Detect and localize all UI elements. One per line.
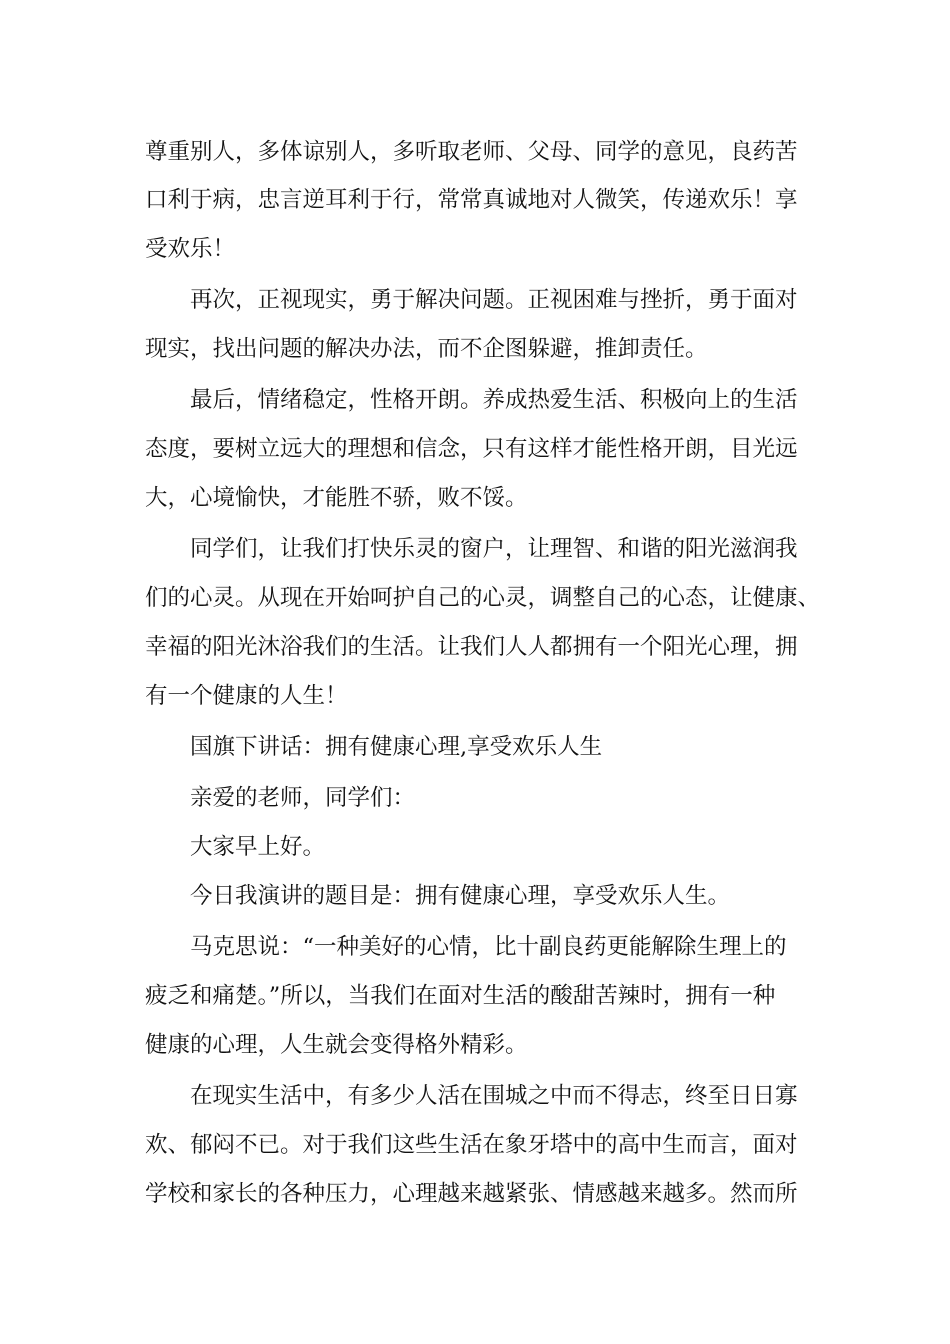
text-line: 幸福的阳光沐浴我们的生活。让我们人人都拥有一个阳光心理，拥 [145,634,798,660]
text-line: 态度，要树立远大的理想和信念，只有这样才能性格开朗，目光远 [145,436,798,462]
text-line: 再次，正视现实，勇于解决问题。正视困难与挫折，勇于面对 [190,287,798,313]
text-line: 欢、郁闷不已。对于我们这些生活在象牙塔中的高中生而言，面对 [145,1132,798,1158]
text-line: 亲爱的老师，同学们： [190,785,416,811]
text-line: 健康的心理，人生就会变得格外精彩。 [145,1032,528,1058]
text-line: 在现实生活中，有多少人活在围城之中而不得志，终至日日寡 [190,1083,798,1109]
text-line: 最后，情绪稳定，性格开朗。养成热爱生活、积极向上的生活 [190,387,798,413]
text-line: 们的心灵。从现在开始呵护自己的心灵，调整自己的心态，让健康、 [145,585,821,611]
text-line: 口利于病，忠言逆耳利于行，常常真诚地对人微笑，传递欢乐！享 [145,187,798,213]
text-line: 现实，找出问题的解决办法，而不企图躲避，推卸责任。 [145,336,708,362]
text-line: 有一个健康的人生！ [145,683,348,709]
text-line: 受欢乐！ [145,236,236,262]
text-line: 学校和家长的各种压力，心理越来越紧张、情感越来越多。然而所 [145,1181,798,1207]
text-line: 尊重别人，多体谅别人，多听取老师、父母、同学的意见，良药苦 [145,139,798,165]
text-line: 今日我演讲的题目是：拥有健康心理，享受欢乐人生。 [190,883,731,909]
text-line: 国旗下讲话：拥有健康心理,享受欢乐人生 [190,734,603,760]
text-line: 大家早上好。 [190,834,326,860]
text-line: 马克思说：“一种美好的心情，比十副良药更能解除生理上的 [190,934,787,960]
text-line: 同学们，让我们打快乐灵的窗户，让理智、和谐的阳光滋润我 [190,536,798,562]
text-line: 大，心境愉快，才能胜不骄，败不馁。 [145,485,528,511]
text-line: 疲乏和痛楚。”所以，当我们在面对生活的酸甜苦辣时，拥有一种 [145,983,776,1009]
